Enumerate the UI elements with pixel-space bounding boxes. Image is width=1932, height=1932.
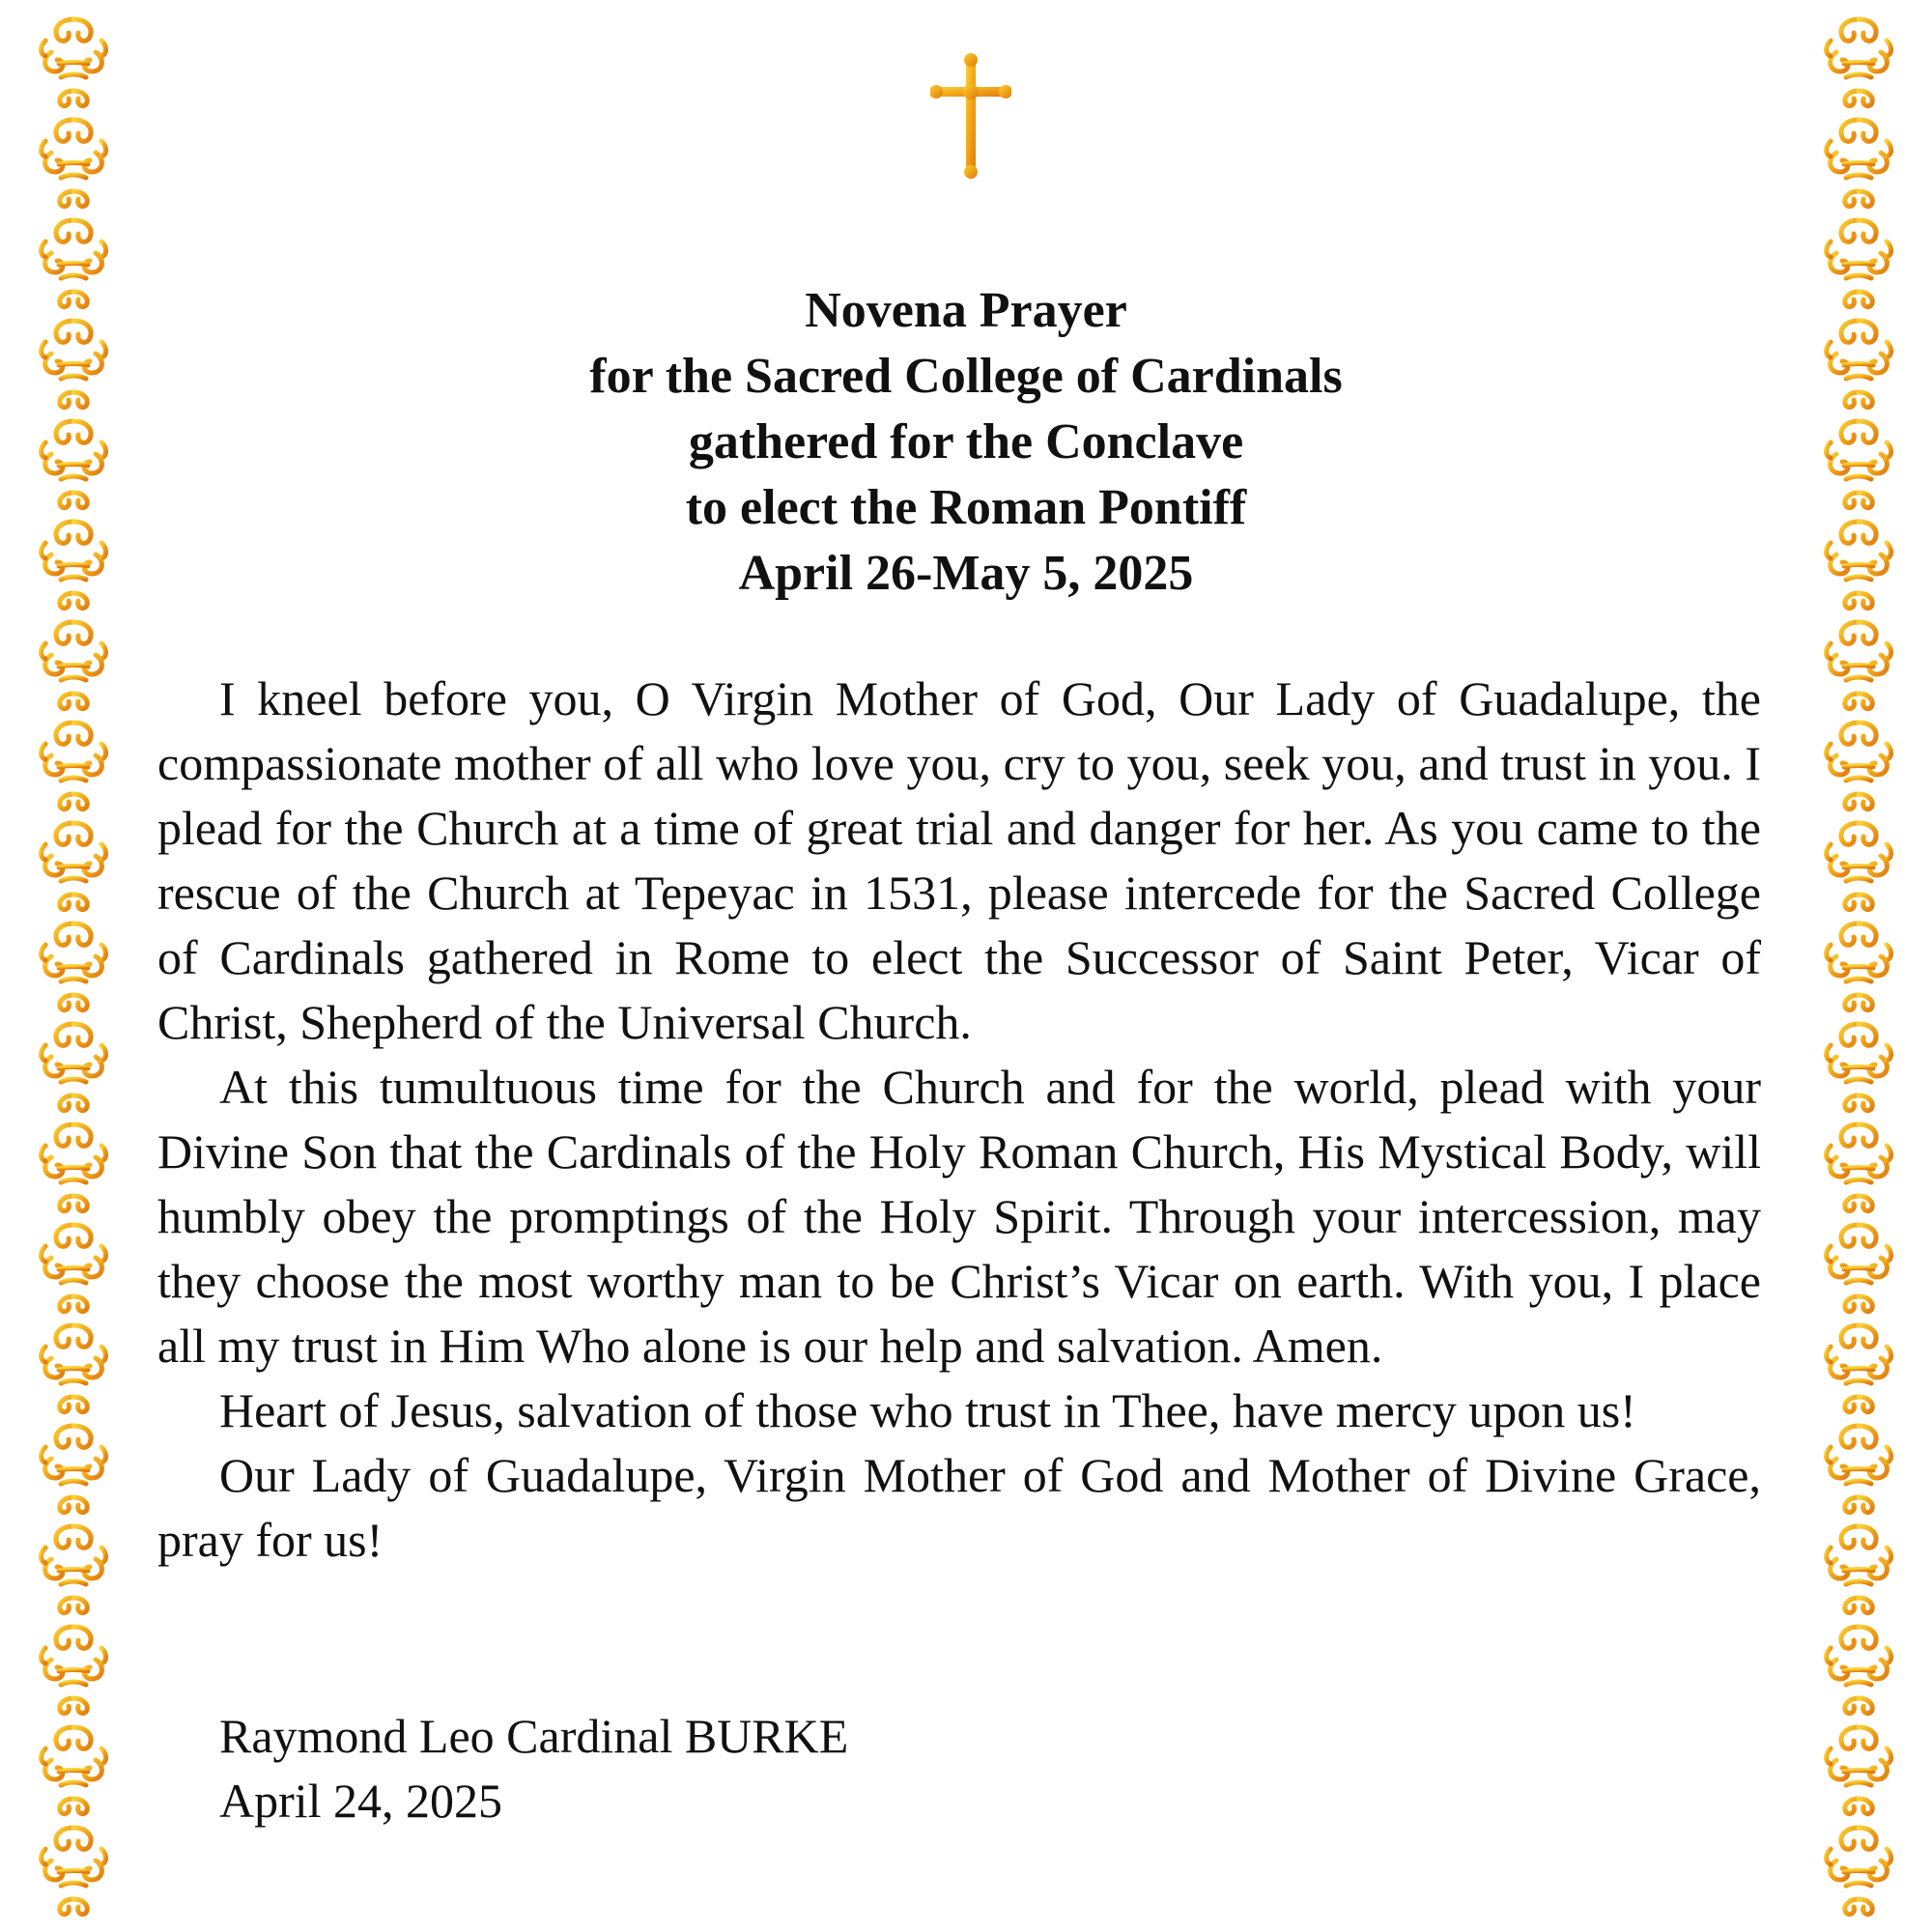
- prayer-invocation-2: Our Lady of Guadalupe, Virgin Mother of God and Mother of Divine Grace, pray for us!: [157, 1448, 1761, 1567]
- scroll-ornament-icon: [32, 214, 115, 311]
- scroll-ornament-icon: [1817, 918, 1900, 1014]
- heading-title: Novena Prayer: [805, 283, 1127, 338]
- scroll-ornament-icon: [1817, 214, 1900, 311]
- heading-subtitle-line-3: to elect the Roman Pontiff: [685, 480, 1247, 535]
- scroll-ornament-icon: [32, 1822, 115, 1918]
- prayer-paragraph-2: At this tumultuous time for the Church and for the world, plead with your Divine Son that the Cardinals of the Holy Roman Church, His Mystical Body, will humbly obey the promptings of the Holy Spirit. Through your intercession, may they choose the most worthy man to be Christ’s Vicar on earth. With you, I place all my trust in Him Who alone is our help and salvation. Amen.: [157, 1060, 1761, 1373]
- cross-icon: [930, 52, 1011, 180]
- scroll-ornament-icon: [1817, 1520, 1900, 1617]
- scroll-ornament-icon: [1817, 1721, 1900, 1818]
- scroll-ornament-icon: [32, 717, 115, 813]
- prayer-body: [157, 667, 1761, 1573]
- scroll-ornament-icon: [1817, 114, 1900, 211]
- scroll-ornament-icon: [32, 616, 115, 713]
- scroll-ornament-icon: [32, 1721, 115, 1818]
- scroll-ornament-icon: [1817, 1119, 1900, 1215]
- scroll-ornament-icon: [1817, 817, 1900, 914]
- scroll-ornament-icon: [1817, 1320, 1900, 1416]
- scroll-ornament-icon: [32, 1520, 115, 1617]
- scroll-ornament-icon: [32, 1320, 115, 1416]
- scroll-ornament-icon: [1817, 616, 1900, 713]
- heading-subtitle-line-1: for the Sacred College of Cardinals: [589, 349, 1343, 404]
- signature-name: Raymond Leo Cardinal BURKE: [219, 1709, 849, 1763]
- scroll-ornament-icon: [32, 516, 115, 612]
- scroll-ornament-icon: [32, 817, 115, 914]
- scroll-ornament-icon: [32, 1621, 115, 1718]
- scroll-ornament-icon: [32, 415, 115, 512]
- scroll-ornament-icon: [32, 1420, 115, 1517]
- scroll-ornament-icon: [32, 918, 115, 1014]
- scroll-ornament-icon: [32, 1018, 115, 1115]
- scroll-ornament-icon: [32, 14, 115, 110]
- scroll-ornament-icon: [32, 315, 115, 412]
- scroll-ornament-icon: [1817, 1420, 1900, 1517]
- scroll-ornament-icon: [32, 1119, 115, 1215]
- prayer-invocation-1: Heart of Jesus, salvation of those who trust in Thee, have mercy upon us!: [219, 1383, 1636, 1437]
- right-ornament-border: [1814, 14, 1903, 1918]
- scroll-ornament-icon: [1817, 14, 1900, 110]
- scroll-ornament-icon: [32, 114, 115, 211]
- left-ornament-border: [29, 14, 118, 1918]
- scroll-ornament-icon: [1817, 415, 1900, 512]
- scroll-ornament-icon: [1817, 1621, 1900, 1718]
- prayer-heading: [386, 278, 1546, 607]
- scroll-ornament-icon: [1817, 717, 1900, 813]
- heading-subtitle-line-2: gathered for the Conclave: [688, 414, 1244, 469]
- scroll-ornament-icon: [1817, 1018, 1900, 1115]
- scroll-ornament-icon: [1817, 315, 1900, 412]
- heading-date-range: April 26-May 5, 2025: [738, 546, 1194, 601]
- scroll-ornament-icon: [1817, 1822, 1900, 1918]
- scroll-ornament-icon: [1817, 516, 1900, 612]
- signature-date: April 24, 2025: [219, 1774, 503, 1828]
- signature-block: [219, 1704, 848, 1833]
- prayer-paragraph-1: I kneel before you, O Virgin Mother of God, Our Lady of Guadalupe, the compassionate mother of all who love you, cry to you, seek you, and trust in you. I plead for the Church at a time of great trial and danger for her. As you came to the rescue of the Church at Tepeyac in 1531, please intercede for the Sacred College of Cardinals gathered in Rome to elect the Successor of Saint Peter, Vicar of Christ, Shepherd of the Universal Church.: [157, 671, 1761, 1049]
- scroll-ornament-icon: [1817, 1219, 1900, 1316]
- scroll-ornament-icon: [32, 1219, 115, 1316]
